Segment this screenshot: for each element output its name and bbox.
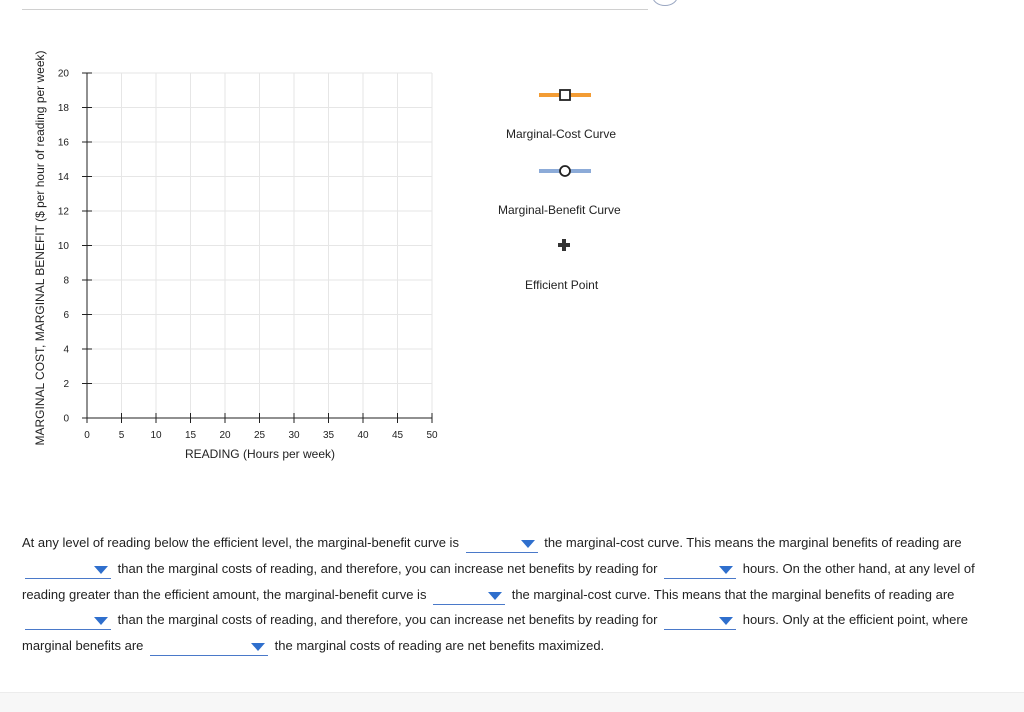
x-tick-label: 50: [426, 430, 438, 441]
x-tick-label: 40: [357, 430, 369, 441]
efficient-point-tool[interactable]: [557, 238, 571, 252]
y-tick-label: 12: [57, 206, 69, 218]
marginal-cost-label: Marginal-Cost Curve: [506, 127, 617, 141]
dropdown-mb-vs-mc-below[interactable]: [466, 535, 538, 553]
y-tick-label: 4: [63, 344, 69, 356]
x-tick-label: 20: [219, 430, 231, 441]
dropdown-read-more-less-above[interactable]: [664, 612, 736, 630]
x-axis-ticks: [84, 413, 438, 441]
x-tick-label: 30: [288, 430, 300, 441]
chevron-down-icon[interactable]: [719, 566, 733, 574]
dropdown-efficient-comparison[interactable]: [150, 638, 268, 656]
x-axis-title: READING (Hours per week): [184, 447, 336, 461]
dropdown-benefits-vs-costs-below[interactable]: [25, 561, 111, 579]
x-tick-label: 35: [322, 430, 335, 441]
x-tick-label: 15: [184, 430, 197, 441]
dropdown-mb-vs-mc-above[interactable]: [433, 587, 505, 605]
question-text-7: hours. Only at the efficient point, where marginal benefits are: [22, 612, 968, 654]
marginal-benefit-tool[interactable]: [537, 163, 593, 179]
y-tick-label: 2: [63, 379, 69, 390]
question-text-4: hours. On the other hand, at any level of reading greater than the efficient amount, the marginal-benefit curve is: [22, 560, 975, 602]
dropdown-read-more-less-below[interactable]: [664, 561, 736, 579]
chevron-down-icon[interactable]: [488, 592, 502, 600]
y-axis-title: MARGINAL COST, MARGINAL BENEFIT ($ per hour of reading per week): [33, 50, 47, 446]
y-tick-label: 14: [57, 172, 69, 183]
footer-band: [0, 692, 1024, 712]
question-text-5: the marginal-cost curve. This means that the marginal benefits of reading are: [511, 586, 955, 602]
marginal-benefit-label: Marginal-Benefit Curve: [498, 203, 621, 217]
question-text-1: At any level of reading below the efficient level, the marginal-benefit curve is: [22, 535, 459, 550]
question-text-2: the marginal-cost curve. This means the marginal benefits of reading are: [544, 535, 962, 550]
marginal-cost-tool[interactable]: [537, 88, 593, 102]
chevron-down-icon[interactable]: [521, 540, 535, 548]
question-paragraph: [22, 530, 1012, 659]
chevron-down-icon[interactable]: [94, 566, 108, 574]
y-tick-label: 8: [63, 275, 69, 287]
x-tick-label: 10: [150, 430, 162, 441]
x-tick-label: 5: [118, 430, 125, 441]
graph-grid: [87, 73, 432, 418]
y-tick-label: 10: [57, 241, 69, 252]
circle-marker-icon: [560, 166, 570, 176]
square-marker-icon: [560, 90, 570, 100]
chevron-down-icon[interactable]: [251, 643, 265, 651]
question-text-8: the marginal costs of reading are net benefits maximized.: [274, 638, 605, 654]
question-text-6: than the marginal costs of reading, and therefore, you can increase net benefits by reading for: [117, 612, 658, 628]
y-tick-label: 6: [63, 310, 69, 321]
question-text-3: than the marginal costs of reading, and therefore, you can increase net benefits by reading for: [117, 560, 658, 576]
y-tick-label: 20: [57, 68, 69, 80]
y-tick-label: 16: [57, 137, 69, 149]
chevron-down-icon[interactable]: [94, 617, 108, 625]
x-tick-label: 25: [253, 430, 266, 441]
y-tick-label: 18: [57, 103, 69, 114]
graph-area[interactable]: [0, 0, 460, 480]
x-tick-label: 0: [84, 430, 90, 441]
help-circle-icon[interactable]: [652, 0, 678, 6]
chevron-down-icon[interactable]: [719, 617, 733, 625]
efficient-point-label: Efficient Point: [525, 278, 599, 292]
y-tick-label: 0: [63, 413, 69, 425]
dropdown-benefits-vs-costs-above[interactable]: [25, 612, 111, 630]
x-tick-label: 45: [391, 430, 404, 441]
